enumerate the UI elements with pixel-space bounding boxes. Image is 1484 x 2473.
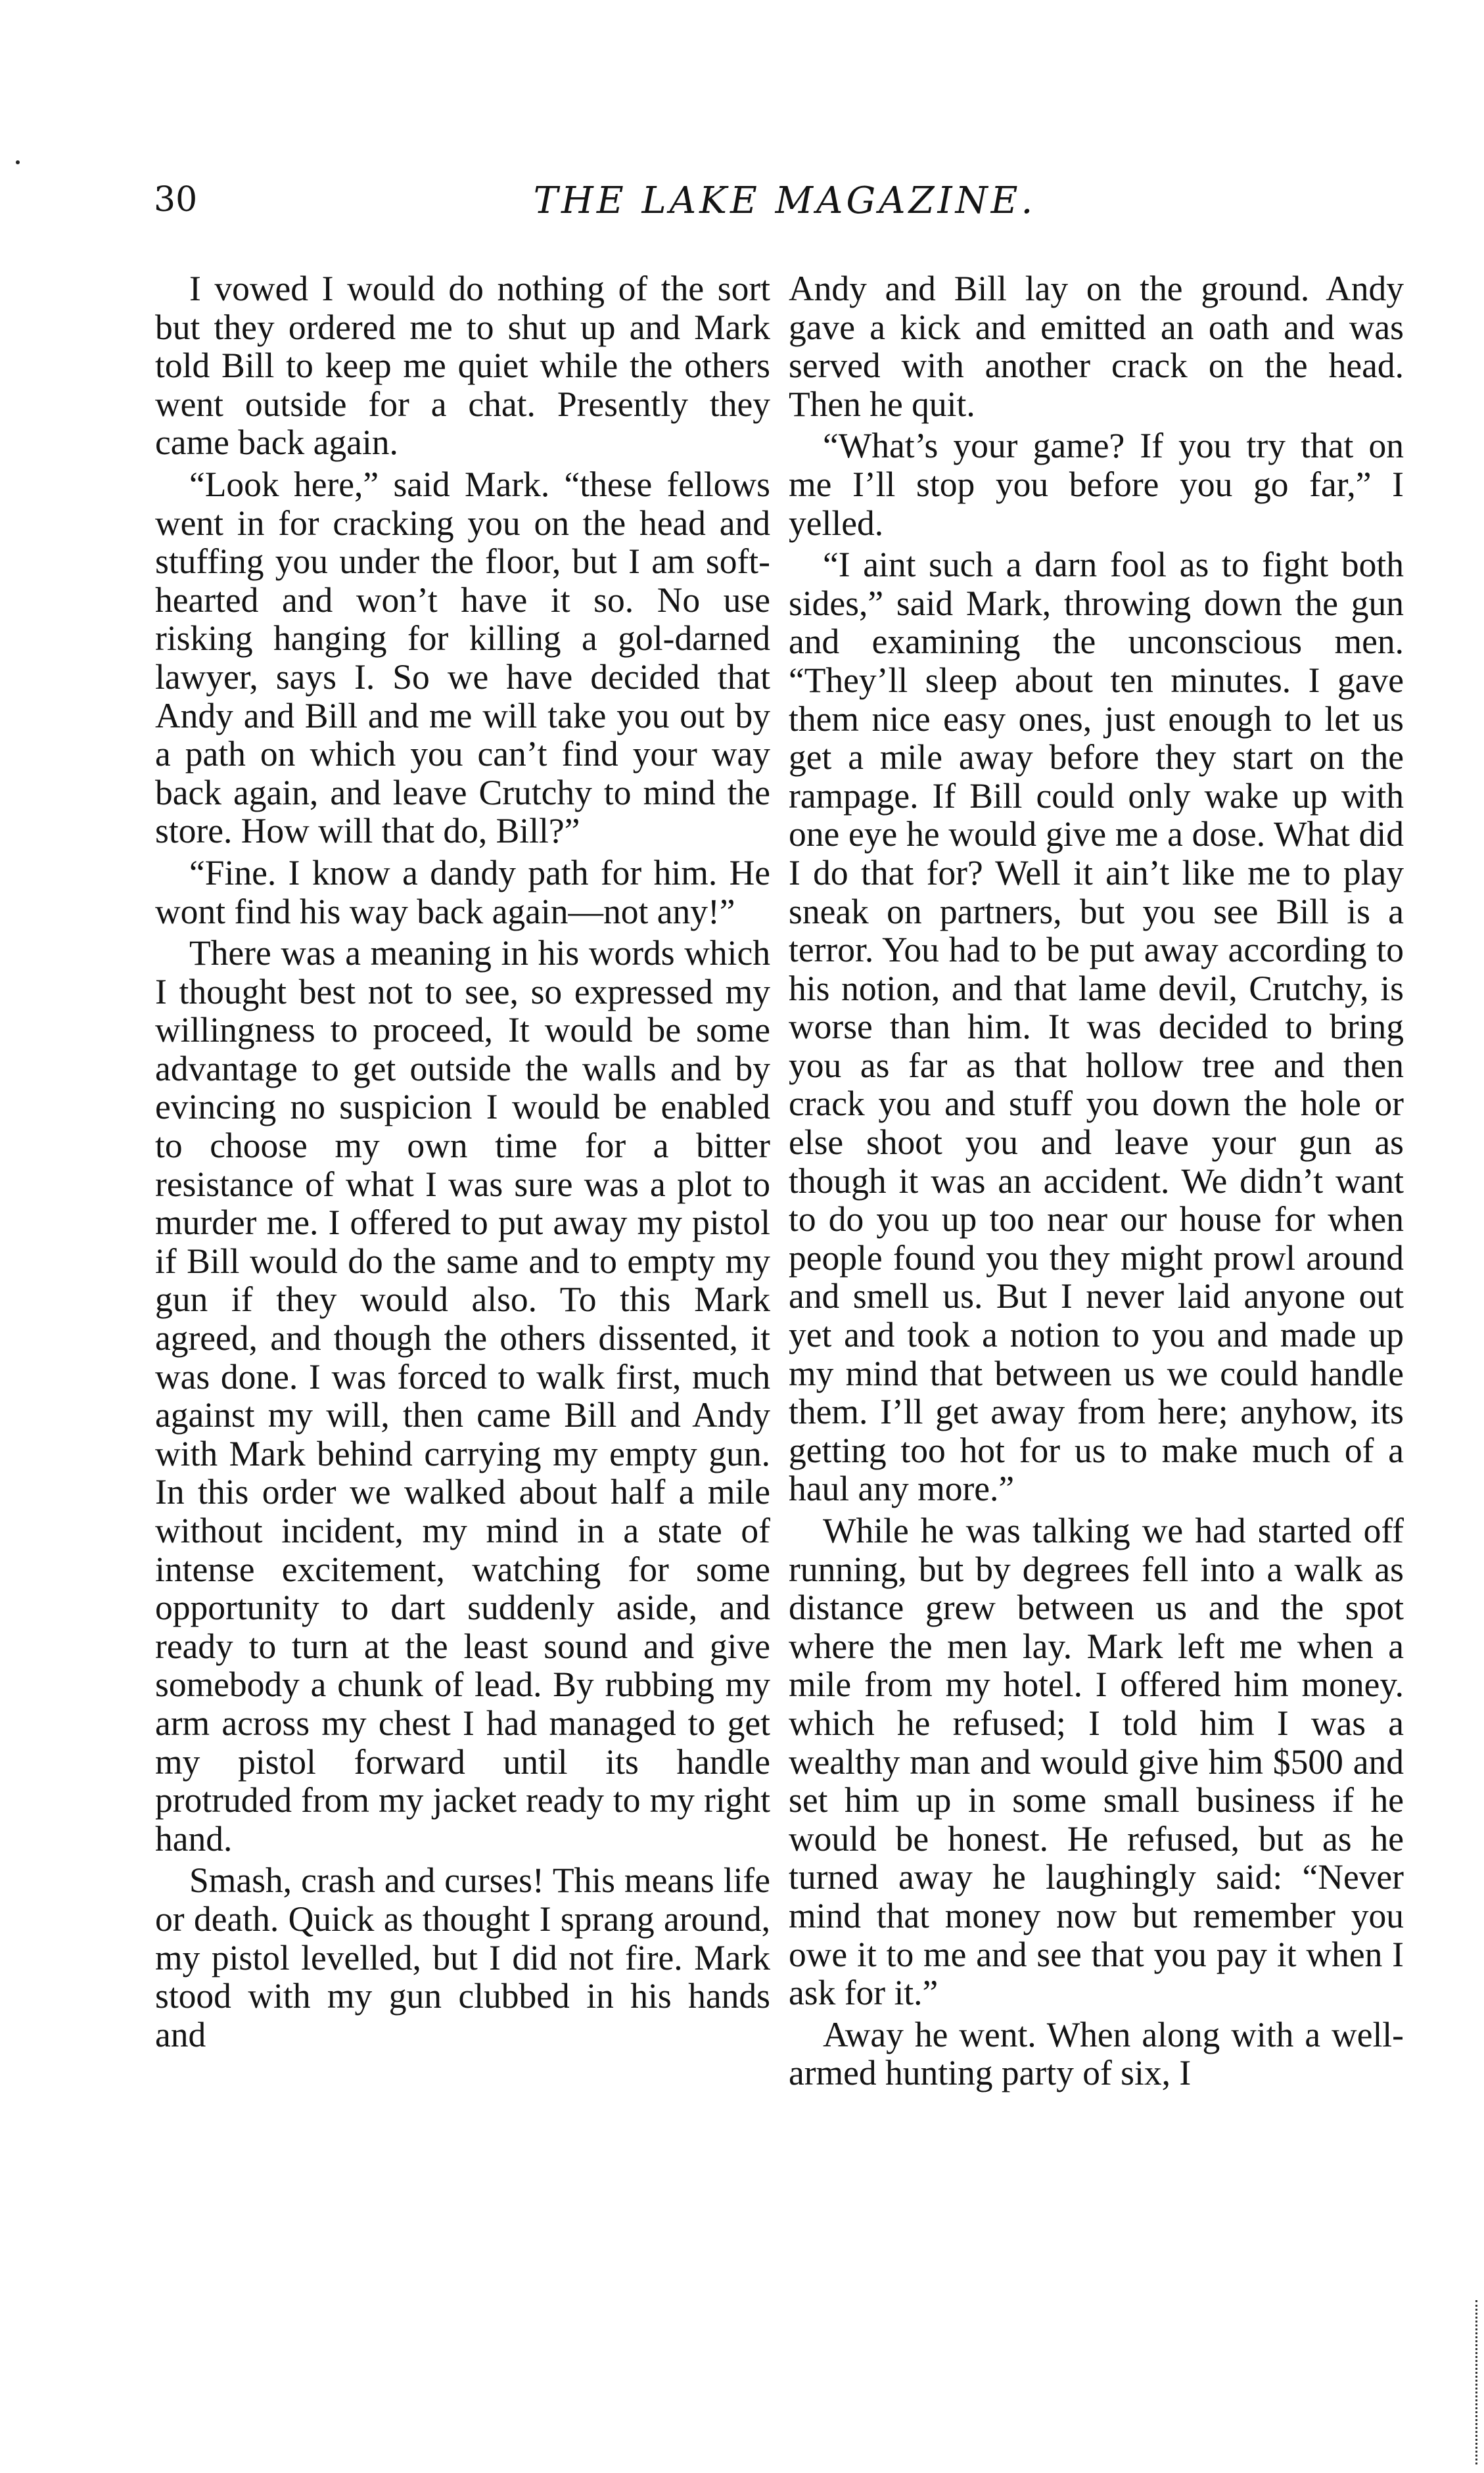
stray-ink-mark [16,160,20,164]
running-head: THE LAKE MAGAZINE. [533,179,1036,222]
page-edge-dots [1475,2300,1479,2464]
paragraph: “What’s your game? If you try that on me I’ll stop you before you go far,” I yelled. [789,426,1404,543]
paragraph: Away he went. When along with a well-armed hunting party of six, I [789,2014,1404,2093]
paragraph: I vowed I would do nothing of the sort but they ordered me to shut up and Mark told Bill to keep me quiet while the others went outside for a chat. Presently they came back again. [155,269,770,463]
paragraph-continuation: Andy and Bill lay on the ground. Andy gave a kick and emitted an oath and was served with another crack on the head. Then he quit. [789,269,1404,424]
page-number: 30 [154,180,198,220]
paragraph: “I aint such a darn fool as to fight both sides,” said Mark, throwing down the gun and examining the unconscious men. “They’ll sleep about ten minutes. I gave them nice easy ones, just enough to let us get a mile away before they start on the rampage. If Bill could only wake up with one eye he would give me a dose. What did I do that for? Well it ain’t like me to play sneak on partners, but you see Bill is a terror. You had to be put away according to his notion, and that lame devil, Crutchy, is worse than him. It was decided to bring you as far as that hollow tree and then crack you and stuff you down the hole or else shoot you and leave your gun as though it was an accident. We didn’t want to do you up too near our house for when people found you they might prowl around and smell us. But I never laid anyone out yet and took a notion to you and made up my mind that between us we could handle them. I’ll get away from here; anyhow, its getting too hot for us to make much of a haul any more.” [789,545,1404,1509]
left-column [155,269,770,2057]
paragraph: While he was talking we had started off running, but by degrees fell into a walk as distance grew between us and the spot where the men lay. Mark left me when a mile from my hotel. I offered him money. which he refused; I told him I was a wealthy man and would give him $500 and set him up in some small business if he would be honest. He refused, but as he turned away he laughingly said: “Never mind that money now but remember you owe it to me and see that you pay it when I ask for it.” [789,1511,1404,2013]
paragraph: “Fine. I know a dandy path for him. He wont find his way back again—not any!” [155,852,770,931]
paragraph: There was a meaning in his words which I thought best not to see, so expressed my willingness to proceed, It would be some advantage to get outside the walls and by evincing no suspicion I would be enabled to choose my own time for a bitter resistance of what I was sure was a plot to murder me. I offered to put away my pistol if Bill would do the same and to empty my gun if they would also. To this Mark agreed, and though the others dissented, it was done. I was forced to walk first, much against my will, then came Bill and Andy with Mark behind carrying my empty gun. In this order we walked about half a mile without incident, my mind in a state of intense excitement, watching for some opportunity to dart suddenly aside, and ready to turn at the least sound and give somebody a chunk of lead. By rubbing my arm across my chest I had managed to get my pistol forward until its handle protruded from my jacket ready to my right hand. [155,933,770,1859]
paragraph: Smash, crash and curses! This means life or death. Quick as thought I sprang around, my pistol levelled, but I did not fire. Mark stood with my gun clubbed in his hands and [155,1861,770,2054]
paragraph: “Look here,” said Mark. “these fellows went in for cracking you on the head and stuffing you under the floor, but I am soft-hearted and won’t have it so. No use risking hanging for killing a gol-darned lawyer, says I. So we have decided that Andy and Bill and me will take you out by a path on which you can’t find your way back again, and leave Crutchy to mind the store. How will that do, Bill?” [155,464,770,851]
right-column [789,269,1404,2096]
